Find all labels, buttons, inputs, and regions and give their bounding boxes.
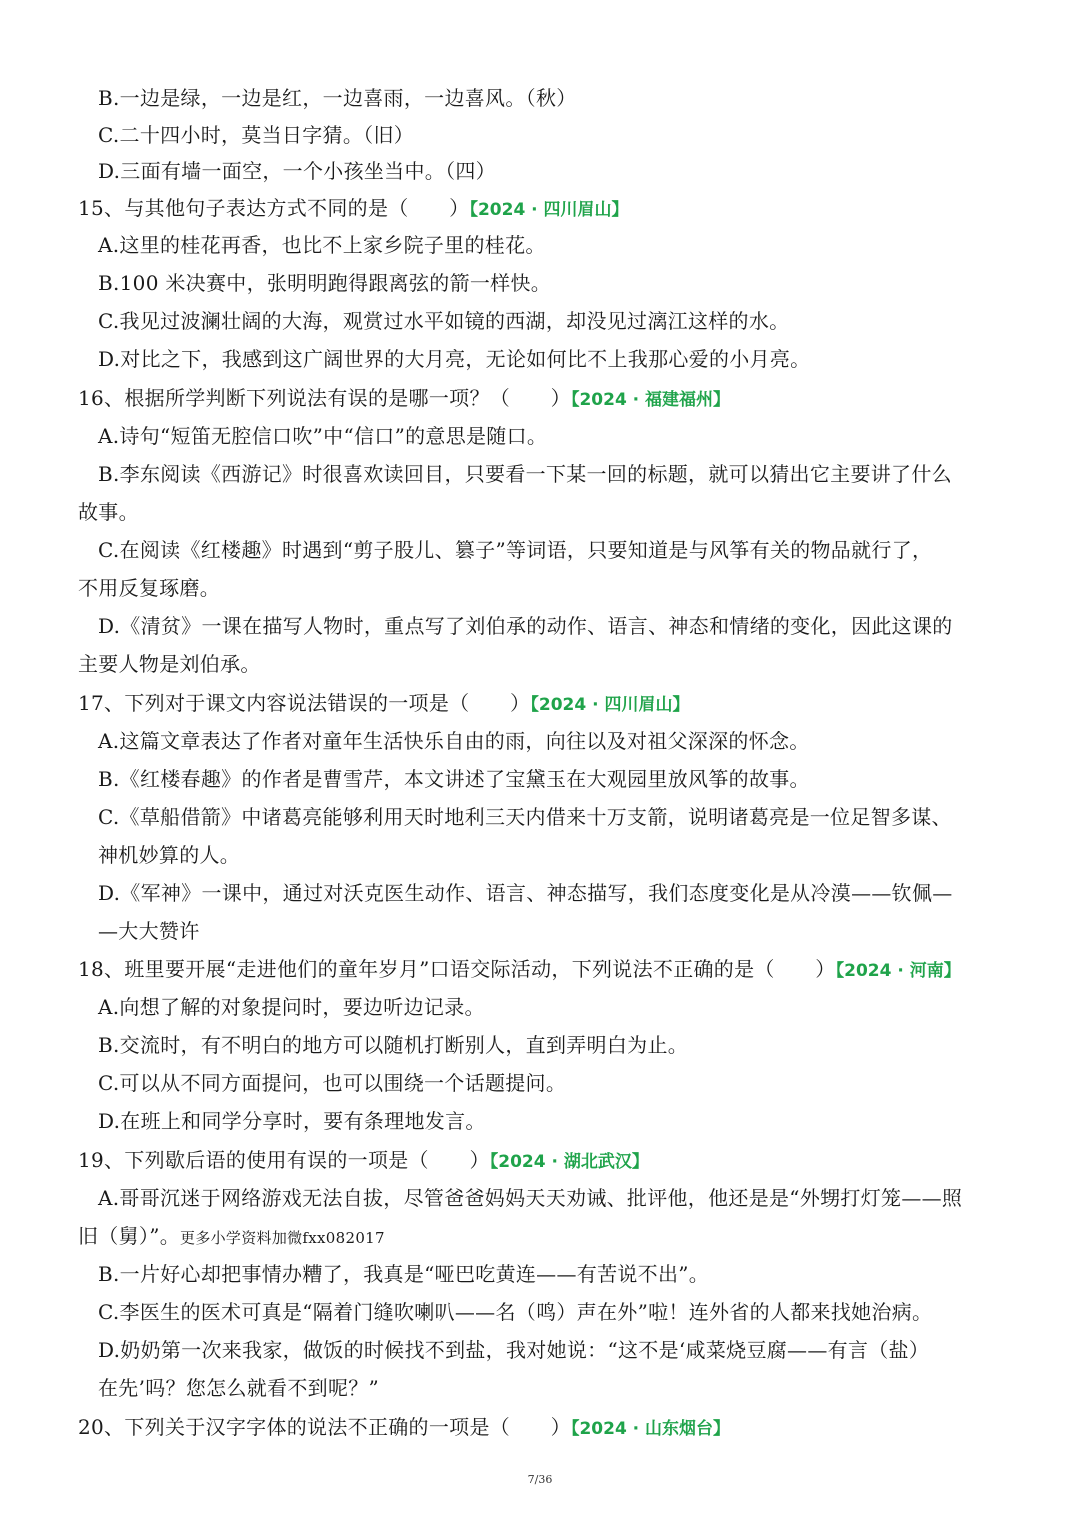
- option-text: 旧（舅）”。: [78, 1224, 181, 1248]
- option-line: C.李医生的医术可真是“隔着门缝吹喇叭——名（鸣）声在外”啦！连外省的人都来找她治病。: [98, 1300, 933, 1324]
- option-line: B.交流时，有不明白的地方可以随机打断别人，直到弄明白为止。: [98, 1033, 689, 1057]
- option-line: D.《清贫》一课在描写人物时，重点写了刘伯承的动作、语言、神态和情绪的变化，因此这课的: [98, 614, 953, 638]
- option-line: C.可以从不同方面提问，也可以围绕一个话题提问。: [98, 1071, 567, 1095]
- option-line: A.这篇文章表达了作者对童年生活快乐自由的雨，向往以及对祖父深深的怀念。: [98, 729, 810, 753]
- question-text: 19、下列歇后语的使用有误的一项是（ ）: [78, 1148, 490, 1172]
- source-tag: 【2024 · 四川眉山】: [530, 695, 690, 715]
- option-line: A.诗句“短笛无腔信口吹”中“信口”的意思是随口。: [98, 424, 548, 448]
- option-line: B.李东阅读《西游记》时很喜欢读回目，只要看一下某一回的标题，就可以猜出它主要讲了什么: [98, 462, 952, 486]
- source-tag: 【2024 · 四川眉山】: [469, 200, 629, 220]
- option-line: B.《红楼春趣》的作者是曹雪芹，本文讲述了宝黛玉在大观园里放风筝的故事。: [98, 767, 810, 791]
- option-line-continued: 在先’吗？您怎么就看不到呢？”: [98, 1376, 380, 1400]
- question-19: [78, 1141, 649, 1179]
- option-line: D.三面有墙一面空，一个小孩坐当中。（四）: [98, 159, 496, 183]
- option-line: B.一边是绿，一边是红，一边喜雨，一边喜风。（秋）: [98, 86, 577, 110]
- question-18: [78, 950, 961, 988]
- option-line: D.在班上和同学分享时，要有条理地发言。: [98, 1109, 486, 1133]
- question-text: 20、下列关于汉字字体的说法不正确的一项是（ ）: [78, 1415, 571, 1439]
- option-line: A.这里的桂花再香，也比不上家乡院子里的桂花。: [98, 233, 546, 257]
- option-line: D.奶奶第一次来我家，做饭的时候找不到盐，我对她说：“这不是‘咸菜烧豆腐——有言（盐）: [98, 1338, 930, 1362]
- option-line-continued: 故事。: [78, 500, 139, 524]
- question-17: [78, 684, 689, 722]
- option-line: C.我见过波澜壮阔的大海，观赏过水平如镜的西湖，却没见过漓江这样的水。: [98, 309, 790, 333]
- question-text: 17、下列对于课文内容说法错误的一项是（ ）: [78, 691, 531, 715]
- source-tag: 【2024 · 湖北武汉】: [489, 1152, 649, 1172]
- option-line-continued: —大大赞许: [98, 919, 200, 943]
- option-line-continued: 神机妙算的人。: [98, 843, 241, 867]
- option-line: B.100 米决赛中，张明明跑得跟离弦的箭一样快。: [98, 271, 552, 295]
- option-line-continued: [78, 1217, 385, 1255]
- source-tag: 【2024 · 山东烟台】: [570, 1419, 731, 1439]
- question-16: [78, 379, 730, 417]
- source-tag: 【2024 · 河南】: [835, 961, 961, 981]
- source-tag: 【2024 · 福建福州】: [570, 390, 731, 410]
- page-number: 7/36: [527, 1473, 553, 1486]
- question-15: [78, 189, 629, 227]
- option-line-continued: 主要人物是刘伯承。: [78, 652, 261, 676]
- option-line: C.在阅读《红楼趣》时遇到“剪子股儿、篡子”等词语，只要知道是与风筝有关的物品就行了，: [98, 538, 933, 562]
- option-line: A.哥哥沉迷于网络游戏无法自拔，尽管爸爸妈妈天天劝诫、批评他，他还是是“外甥打灯笼——照: [98, 1186, 963, 1210]
- question-20: [78, 1408, 730, 1446]
- option-line-continued: 不用反复琢磨。: [78, 576, 221, 600]
- option-line: B.一片好心却把事情办糟了，我真是“哑巴吃黄连——有苦说不出”。: [98, 1262, 710, 1286]
- question-text: 16、根据所学判断下列说法有误的是哪一项？（ ）: [78, 386, 571, 410]
- question-text: 15、与其他句子表达方式不同的是（ ）: [78, 196, 470, 220]
- question-text: 18、班里要开展“走进他们的童年岁月”口语交际活动，下列说法不正确的是（ ）: [78, 957, 836, 981]
- option-line: D.《军神》一课中，通过对沃克医生动作、语言、神态描写，我们态度变化是从冷漠——钦佩—: [98, 881, 953, 905]
- option-line: C.《草船借箭》中诸葛亮能够利用天时地利三天内借来十万支箭，说明诸葛亮是一位足智多谋、: [98, 805, 952, 829]
- option-line: C.二十四小时，莫当日字猜。（旧）: [98, 123, 415, 147]
- watermark-note: 更多小学资料加微fxx082017: [180, 1229, 385, 1247]
- option-line: A.向想了解的对象提问时，要边听边记录。: [98, 995, 485, 1019]
- option-line: D.对比之下，我感到这广阔世界的大月亮，无论如何比不上我那心爱的小月亮。: [98, 347, 811, 371]
